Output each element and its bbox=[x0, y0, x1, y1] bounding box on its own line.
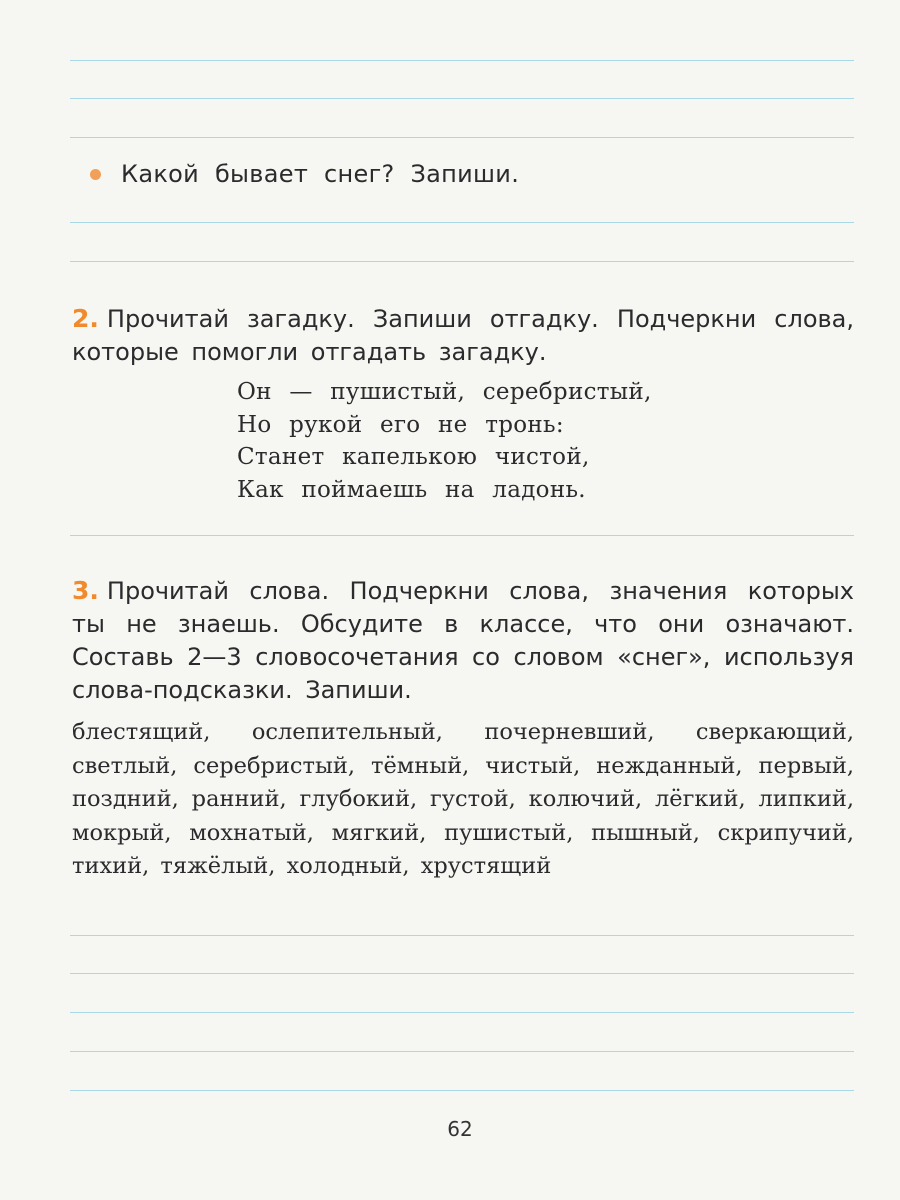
writing-line bbox=[70, 935, 854, 936]
writing-line bbox=[70, 1090, 854, 1091]
task-3 bbox=[72, 574, 854, 707]
poem-line: Он — пушистый, серебристый, bbox=[237, 379, 652, 405]
task-2-text: Прочитай загадку. Запиши отгадку. Подчеркни слова, которые помогли отгадать загадку. bbox=[72, 305, 854, 366]
writing-line bbox=[70, 535, 854, 536]
hint-words: блестящий, ослепительный, почерневший, сверкающий, светлый, серебристый, тёмный, чистый, нежданный, первый, поздний, ранний, глубокий, густой, колючий, лёгкий, липкий, мокрый, мохнатый, мягкий, пушистый, пышный, скрипучий, тихий, тяжёлый, холодный, хрустящий bbox=[72, 719, 854, 879]
riddle-poem bbox=[237, 376, 652, 506]
writing-line bbox=[70, 261, 854, 262]
task-2-number: 2. bbox=[72, 304, 99, 333]
writing-line bbox=[70, 1012, 854, 1013]
question-text: Какой бывает снег? Запиши. bbox=[121, 160, 520, 188]
task-3-number: 3. bbox=[72, 576, 99, 605]
writing-line bbox=[70, 1051, 854, 1052]
bullet-dot-icon bbox=[90, 169, 101, 180]
writing-line bbox=[70, 98, 854, 99]
writing-line bbox=[70, 222, 854, 223]
task-2 bbox=[72, 302, 854, 369]
question-line bbox=[90, 157, 519, 191]
page-number: 62 bbox=[447, 1117, 473, 1141]
writing-line bbox=[70, 973, 854, 974]
poem-line: Но рукой его не тронь: bbox=[237, 411, 564, 438]
writing-line bbox=[70, 60, 854, 61]
poem-line: Станет капелькою чистой, bbox=[237, 444, 590, 470]
task-3-text: Прочитай слова. Подчеркни слова, значения которых ты не знаешь. Обсудите в классе, что они означают. Составь 2—3 словосочетания со словом «снег», используя слова-подсказки. Запиши. bbox=[72, 577, 854, 704]
poem-line: Как поймаешь на ладонь. bbox=[237, 476, 586, 503]
writing-line bbox=[70, 137, 854, 138]
